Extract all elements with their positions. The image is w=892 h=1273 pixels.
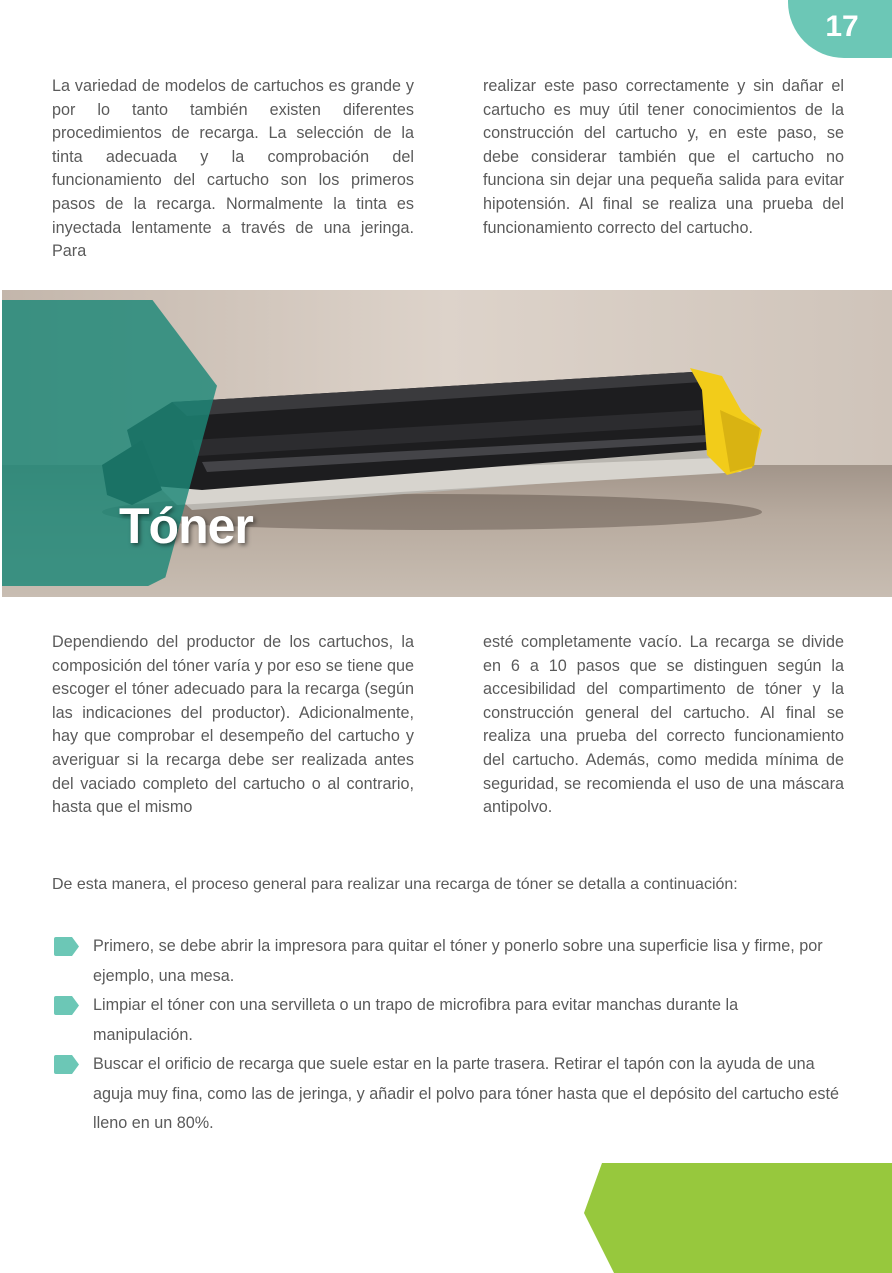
arrow-tag-icon — [54, 937, 79, 956]
section2-column-left: Dependiendo del productor de los cartuchos, la composición del tóner varía y por eso se tiene que escoger el tóner adecuado para la recarga (según las indicaciones del productor). Adicionalmente, hay que comprobar el desempeño del cartucho y averiguar si la recarga debe ser realizada antes del vaciado completo del cartucho o al contrario, hasta que el mismo — [52, 633, 414, 817]
arrow-tag-icon — [54, 996, 79, 1015]
decorative-corner-shape — [584, 1163, 892, 1273]
step-text: Primero, se debe abrir la impresora para quitar el tóner y ponerlo sobre una superficie lisa y firme, por ejemplo, una mesa. — [93, 937, 823, 985]
page-number: 17 — [825, 10, 859, 43]
section1-column-right: realizar este paso correctamente y sin dañar el cartucho es muy útil tener conocimientos de la construcción del cartucho y, en este paso, se debe considerar también que el cartucho no funciona sin dejar una pequeña salida para evitar hipotensión. Al final se realiza una prueba del funcionamiento correcto del cartucho. — [483, 77, 844, 237]
section-title: Tóner — [119, 498, 253, 554]
list-item — [52, 932, 842, 991]
arrow-tag-icon — [54, 1055, 79, 1074]
step-text: Buscar el orificio de recarga que suele estar en la parte trasera. Retirar el tapón con la ayuda de una aguja muy fina, como las de jeringa, y añadir el polvo para tóner hasta que el depósito del cartucho esté lleno en un 80%. — [93, 1055, 839, 1132]
list-item — [52, 991, 842, 1050]
section1-column-left: La variedad de modelos de cartuchos es grande y por lo tanto también existen diferentes procedimientos de recarga. La selección de la tinta adecuada y la comprobación del funcionamiento del cartucho son los primeros pasos de la recarga. Normalmente la tinta es inyectada lentamente a través de una jeringa. Para — [52, 77, 414, 261]
step-text: Limpiar el tóner con una servilleta o un trapo de microfibra para evitar manchas durante la manipulación. — [93, 996, 739, 1044]
steps-intro: De esta manera, el proceso general para realizar una recarga de tóner se detalla a continuación: — [52, 876, 738, 893]
list-item — [52, 1050, 842, 1139]
section2-column-right: esté completamente vacío. La recarga se divide en 6 a 10 pasos que se distinguen según la accesibilidad del compartimento de tóner y la construcción general del cartucho. Al final se realiza una prueba del correcto funcionamiento del cartucho. Además, como medida mínima de seguridad, se recomienda el uso de una máscara antipolvo. — [483, 633, 844, 817]
steps-list — [52, 932, 842, 1139]
